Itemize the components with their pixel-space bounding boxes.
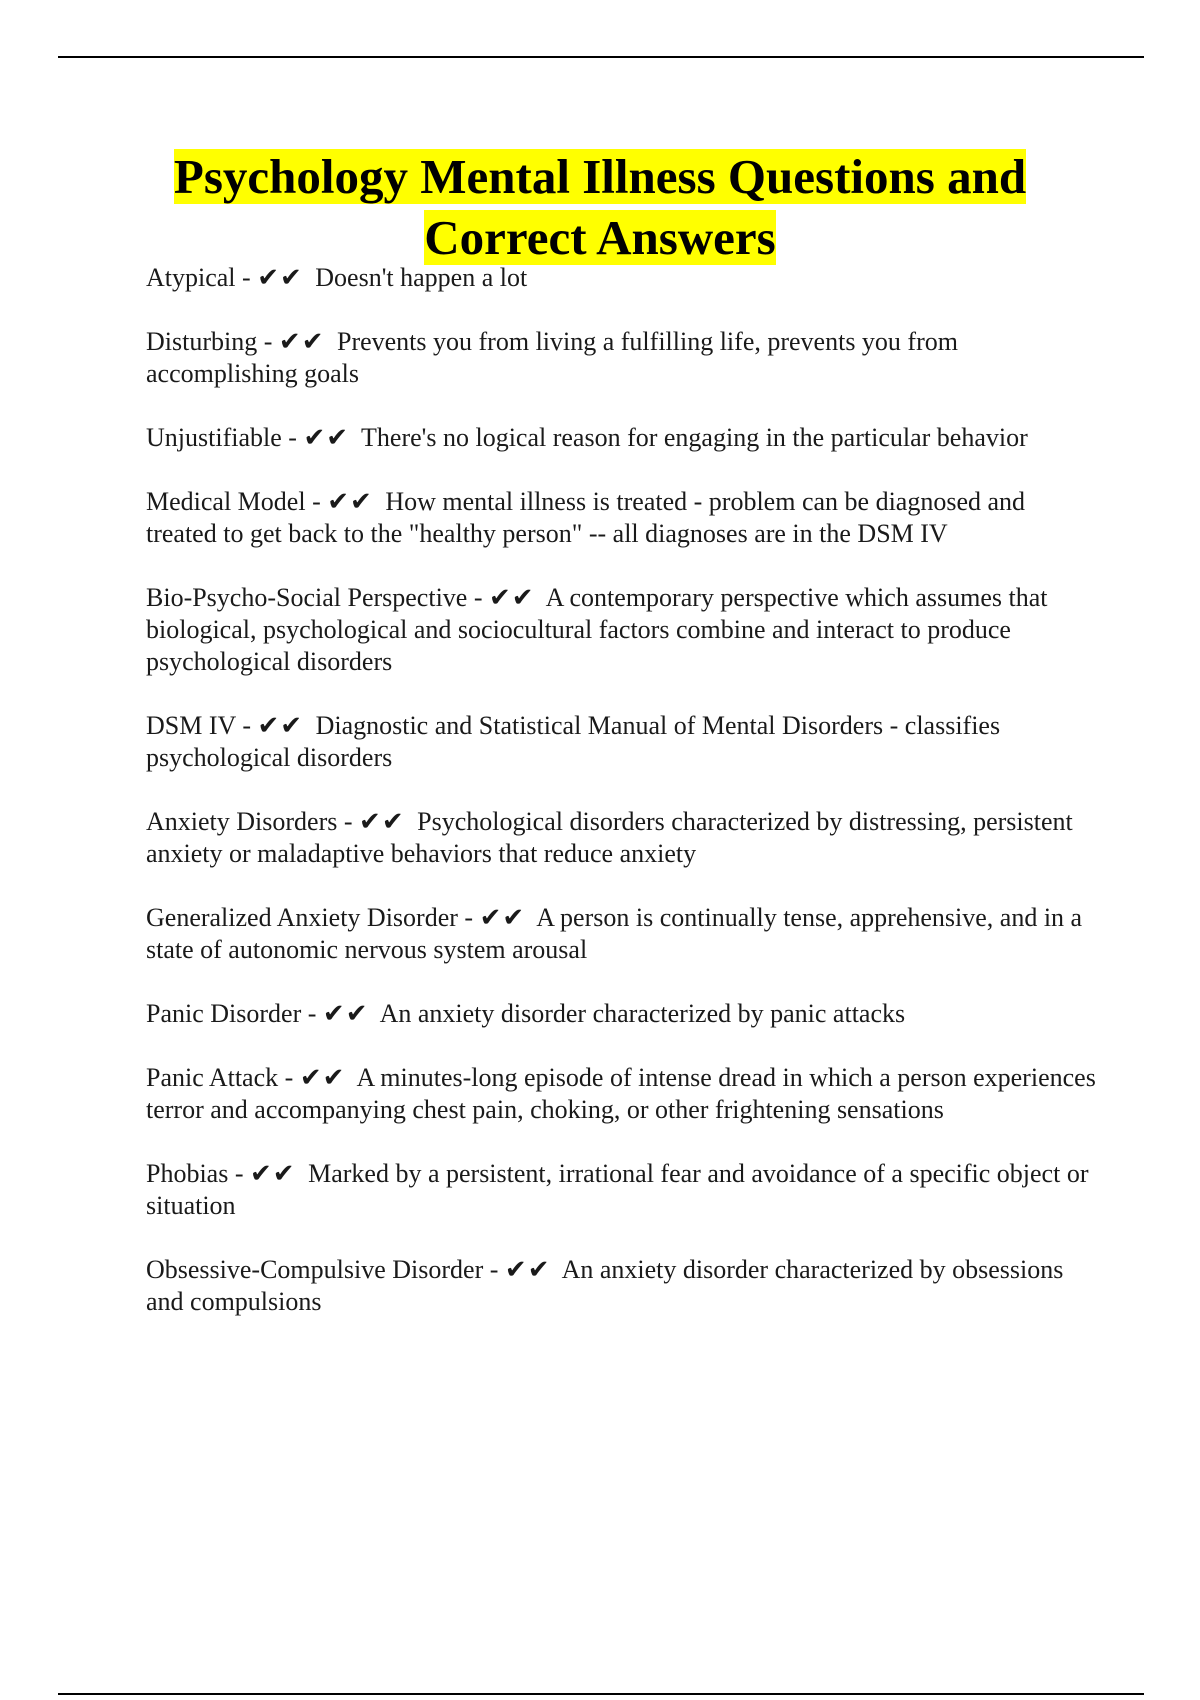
- entry-separator: -: [235, 711, 258, 740]
- double-check-icon: ✔✔: [479, 903, 526, 932]
- entry-separator: -: [228, 1159, 251, 1188]
- entry-definition: An anxiety disorder characterized by obsessions and compulsions: [146, 1255, 1064, 1316]
- qa-entry: [146, 262, 1096, 294]
- entry-definition: A contemporary perspective which assumes that biological, psychological and sociocultural factors combine and interact to produce psychological disorders: [146, 583, 1048, 676]
- entry-term: Panic Disorder: [146, 999, 302, 1028]
- entry-term: Panic Attack: [146, 1063, 279, 1092]
- entry-separator: -: [483, 1255, 505, 1284]
- double-check-icon: ✔✔: [250, 1159, 296, 1188]
- double-check-icon: ✔✔: [327, 487, 373, 516]
- entry-definition: Diagnostic and Statistical Manual of Mental Disorders - classifies psychological disorders: [146, 711, 1001, 772]
- qa-entry: [146, 326, 1096, 390]
- double-check-icon: ✔✔: [504, 1255, 551, 1284]
- double-check-icon: ✔✔: [299, 1063, 346, 1092]
- double-check-icon: ✔✔: [489, 583, 535, 612]
- entry-term: Anxiety Disorders: [146, 807, 338, 836]
- entry-separator: -: [467, 583, 490, 612]
- double-check-icon: ✔✔: [278, 327, 325, 356]
- qa-entry: [146, 806, 1096, 870]
- qa-entry: [146, 1062, 1096, 1126]
- qa-entry: [146, 486, 1096, 550]
- double-check-icon: ✔✔: [322, 999, 369, 1028]
- document-title: Psychology Mental Illness Questions and Correct Answers: [173, 149, 1027, 265]
- qa-entry: [146, 1158, 1096, 1222]
- entry-separator: -: [235, 263, 258, 292]
- qa-entry: [146, 582, 1096, 678]
- qa-entry: [146, 1254, 1096, 1318]
- entry-term: Atypical: [146, 263, 236, 292]
- entry-separator: -: [337, 807, 360, 836]
- double-check-icon: ✔✔: [257, 711, 304, 740]
- entry-definition: Doesn't happen a lot: [315, 263, 528, 292]
- entry-definition: How mental illness is treated - problem can be diagnosed and treated to get back to the "healthy person" -- all diagnoses are in the DSM IV: [146, 487, 1026, 548]
- entry-term: Unjustifiable: [146, 423, 282, 452]
- qa-entry: [146, 710, 1096, 774]
- entry-term: Disturbing: [146, 327, 258, 356]
- double-check-icon: ✔✔: [303, 423, 350, 452]
- double-check-icon: ✔✔: [359, 807, 405, 836]
- entry-definition: Prevents you from living a fulfilling life, prevents you from accomplishing goals: [146, 327, 958, 388]
- bottom-rule: [58, 1693, 1144, 1695]
- entry-separator: -: [257, 327, 279, 356]
- entry-term: Phobias: [146, 1159, 229, 1188]
- qa-entry: [146, 902, 1096, 966]
- title-block: [100, 146, 1100, 268]
- entry-separator: -: [305, 487, 328, 516]
- qa-list: [146, 262, 1096, 1350]
- entry-separator: -: [278, 1063, 300, 1092]
- qa-entry: [146, 422, 1096, 454]
- entry-separator: -: [281, 423, 304, 452]
- entry-definition: Marked by a persistent, irrational fear and avoidance of a specific object or situation: [146, 1159, 1089, 1220]
- double-check-icon: ✔✔: [257, 263, 303, 292]
- entry-definition: Psychological disorders characterized by distressing, persistent anxiety or maladaptive behaviors that reduce anxiety: [146, 807, 1073, 868]
- entry-separator: -: [301, 999, 323, 1028]
- entry-definition: There's no logical reason for engaging in the particular behavior: [361, 423, 1028, 452]
- entry-term: Bio-Psycho-Social Perspective: [146, 583, 468, 612]
- entry-term: DSM IV: [146, 711, 236, 740]
- entry-separator: -: [457, 903, 480, 932]
- entry-definition: An anxiety disorder characterized by panic attacks: [379, 999, 906, 1028]
- qa-entry: [146, 998, 1096, 1030]
- entry-term: Medical Model: [146, 487, 306, 516]
- entry-term: Generalized Anxiety Disorder: [146, 903, 458, 932]
- top-rule: [58, 56, 1144, 58]
- entry-term: Obsessive-Compulsive Disorder: [146, 1255, 484, 1284]
- entry-definition: A person is continually tense, apprehensive, and in a state of autonomic nervous system arousal: [146, 903, 1083, 964]
- entry-definition: A minutes-long episode of intense dread in which a person experiences terror and accompanying chest pain, choking, or other frightening sensations: [146, 1063, 1096, 1124]
